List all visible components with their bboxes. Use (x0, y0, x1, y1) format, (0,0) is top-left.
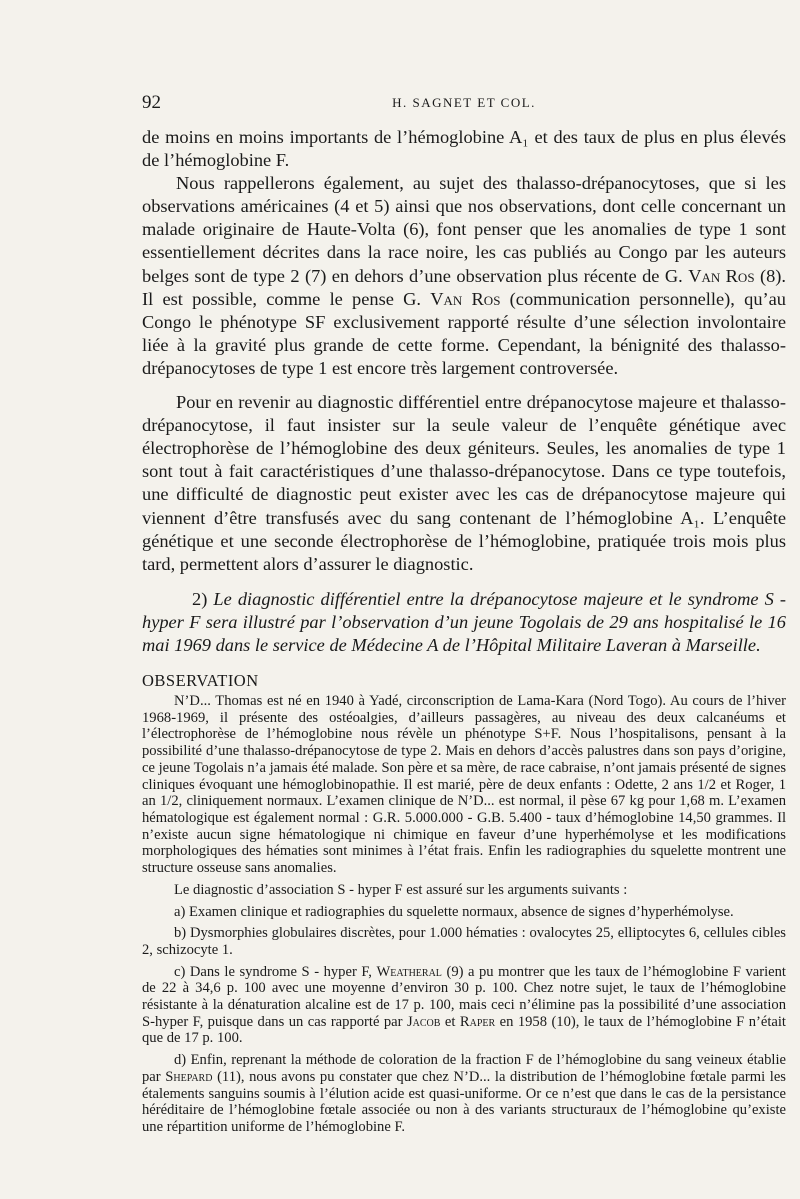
page-body (142, 126, 786, 1136)
paragraph-continuation: de moins en moins importants de l’hémoglobine A₁ et des taux de plus en plus élevés de l’hémoglobine F. (142, 127, 786, 171)
section-heading-text: Le diagnostic différentiel entre la drépanocytose majeure et le syndrome S - hyper F sera illustré par l’observation d’un jeune Togolais de 29 ans hospitalisé le 16 mai 1969 dans le service de Médecine A de l’Hôpital Militaire Laveran à Marseille. (142, 588, 786, 655)
observation-text (142, 693, 786, 1136)
text-run: d) Enfin, reprenant la méthode de coloration de la fraction F de l’hémoglobine du sang veineux établie par (142, 1052, 786, 1085)
author-name: Van Ros (430, 288, 501, 309)
text-run: c) Dans le syndrome S - hyper F, (174, 963, 377, 980)
author-name: Van Ros (688, 265, 755, 286)
text-run: (communication personnelle), qu’au Congo le phénotype SF exclusivement rapporté résulte d’une sélection involontaire liée à la gravité plus grande de cette forme. Cependant, la bénignité des thalasso-drépanocytoses de type 1 est encore très largement controversée. (142, 288, 786, 378)
paragraph-differential-diagnosis: Pour en revenir au diagnostic différentiel entre drépanocytose majeure et thalasso-drépanocytose, il faut insister sur la seule valeur de l’enquête génétique avec électrophorèse de l’hémoglobine des deux géniteurs. Seules, les anomalies de type 1 sont tout à fait caractéristiques d’une thalasso-drépanocytose. Dans ce type toutefois, une difficulté de diagnostic peut exister avec les cas de drépanocytose majeure qui viennent d’être transfusés avec du sang contenant de l’hémoglobine A₁. L’enquête génétique et une seconde électrophorèse de l’hémoglobine, pratiquée trois mois plus tard, permettent alors d’assurer le diagnostic. (142, 392, 786, 574)
paragraph-diagnosis-lead: Le diagnostic d’association S - hyper F est assuré sur les arguments suivants : (174, 881, 628, 898)
page-number: 92 (142, 92, 161, 113)
author-name: Weatheral (376, 963, 442, 980)
text-run: en 1958 (10), le taux de l’hémoglobine F n’était que de 17 p. 100. (142, 1013, 786, 1047)
text-run: Nous rappellerons également, au sujet des thalasso-drépanocytoses, que si les observations américaines (4 et 5) ainsi que nos observations, dont celle concernant un malade originaire de Haute-Volta (6), font penser que les anomalies de type 1 sont essentiellement décrites dans la race noire, les cas publiés au Congo par les auteurs belges sont de type 2 (7) en dehors d’une observation plus récente de G. (142, 173, 786, 286)
text-run: et (440, 1013, 460, 1030)
paragraph-patient-history: N’D... Thomas est né en 1940 à Yadé, circonscription de Lama-Kara (Nord Togo). Au cours de l’hiver 1968-1969, il présente des ostéoalgies, d’ailleurs passagères, au niveau des deux calcanéums et l’électrophorèse de l’hémoglobine nous révèle un phénotype S+F. Nous l’hospitalisons, pensant à la possibilité d’une thalasso-drépanocytose de type 2. Mais en dehors d’accès palustres dans son pays d’origine, ce jeune Togolais n’a jamais été malade. Son père et sa mère, de race cabraise, n’ont jamais présenté de signes cliniques évoquant une hémoglobinopathie. Il est marié, père de deux enfants : Odette, 2 ans 1/2 et Roger, 1 an 1/2, cliniquement normaux. L’examen clinique de N’D... est normal, il pèse 67 kg pour 1,68 m. L’examen hématologique est également normal : G.R. 5.000.000 - G.B. 5.400 - taux d’hémoglobine 14,50 grammes. Il n’existe aucun signe hématologique ni chimique en faveur d’une hyperhémolyse et les modifications morphologiques des hématies sont minimes à l’état frais. Enfin les radiographies du squelette montrent une structure osseuse sans anomalies. (142, 693, 786, 877)
text-run: (11), nous avons pu constater que chez N’D... la distribution de l’hémoglobine fœtale parmi les étalements sanguins soumis à l’élution acide est quasi-uniforme. Or ce n’est que dans le cas de la persistance héréditaire de l’hémoglobine fœtale associée ou non à des variants structuraux de l’hémoglobine qu’existe une répartition uniforme de l’hémoglobine F. (142, 1068, 786, 1135)
argument-d (142, 1052, 786, 1136)
argument-a: a) Examen clinique et radiographies du squelette normaux, absence de signes d’hyperhémolyse. (174, 903, 734, 920)
running-head: H. SAGNET ET COL. (392, 95, 536, 110)
text-run: (9) a pu montrer que les taux de l’hémoglobine F varient de 22 à 34,6 p. 100 avec une moyenne d’environ 30 p. 100. Chez notre sujet, le taux de l’hémoglobine résistante à la dénaturation alcaline est de 17 p. 100, mais ceci n’élimine pas la possibilité d’une association S-hyper F, puisque dans un cas rapporté par (142, 963, 786, 1030)
paragraph-thalasso-observations (142, 172, 786, 380)
section-number: 2) (192, 588, 214, 609)
section-title-observation: OBSERVATION (142, 671, 259, 691)
page-header (142, 92, 786, 116)
author-name: Jacob (406, 1013, 441, 1030)
main-text (142, 126, 786, 657)
author-name: Raper (459, 1013, 496, 1030)
argument-b: b) Dysmorphies globulaires discrètes, pour 1.000 hématies : ovalocytes 25, elliptocytes 6, cellules cibles 2, schizocyte 1. (142, 925, 786, 958)
text-run: (8). Il est possible, comme le pense G. (142, 265, 787, 309)
argument-c (142, 964, 786, 1048)
author-name: Shepard (165, 1068, 213, 1085)
paragraph-case-introduction (142, 588, 786, 657)
